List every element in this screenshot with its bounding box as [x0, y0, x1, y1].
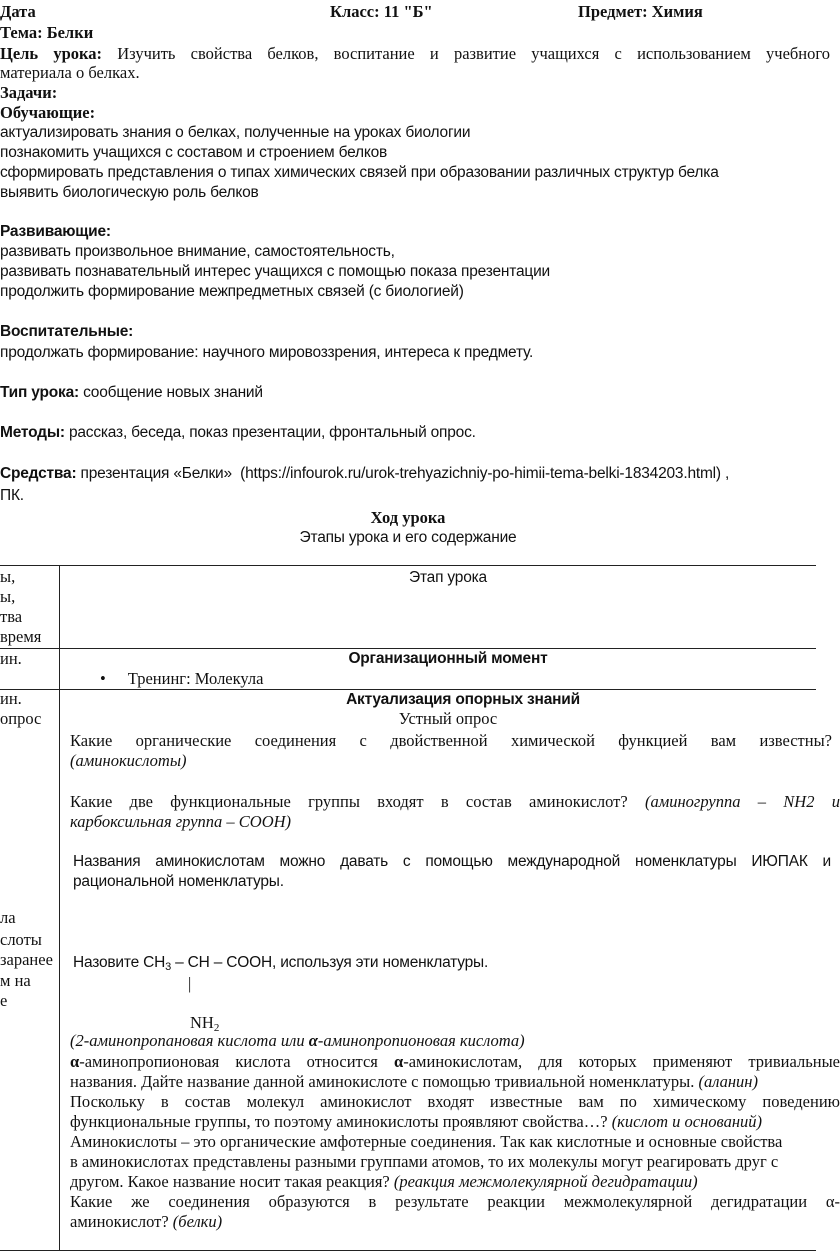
paragraph-5-text: -аминокислотам, для которых применяют тривиальные [403, 1052, 840, 1071]
paragraph-7-cont: в аминокислотах представлены разными группами атомов, то их молекулы могут реагировать друг с [70, 1152, 779, 1171]
header-left-text: ы, [0, 567, 16, 586]
row1-bullet-item [100, 669, 264, 689]
paragraph-8-text: аминокислот? [70, 1212, 169, 1231]
developing-item: продолжить формирование межпредметных связей (с биологией) [0, 283, 464, 300]
question-4-text: – CH – COOH, используя эти номенклатуры. [171, 954, 489, 971]
lesson-type-value: сообщение новых знаний [83, 384, 263, 401]
paragraph-5-text: названия. Дайте название данной аминокислоте с помощью тривиальной номенклатуры. [70, 1072, 695, 1091]
paragraph-3: Названия аминокислотам можно давать с помощью международной номенклатуры ИЮПАК и [73, 853, 831, 870]
teaching-item: познакомить учащихся с составом и строением белков [0, 144, 388, 161]
lesson-type [0, 383, 263, 403]
row2-method: опрос [0, 709, 42, 728]
paragraph-3-cont: рациональной номенклатуры. [73, 873, 284, 890]
means-label: Средства: [0, 465, 77, 482]
course-subtitle: Этапы урока и его содержание [299, 529, 517, 546]
topic-label: Тема: [0, 23, 43, 42]
lesson-type-label: Тип урока: [0, 384, 79, 401]
row2-time: ин. [0, 689, 22, 708]
formula-nh: NH [190, 1013, 214, 1032]
means [0, 464, 729, 484]
goal-label: Цель урока: [0, 44, 103, 63]
answer-2: (аминогруппа – NH2 и [644, 792, 840, 811]
formula-subscript: 2 [213, 1022, 220, 1034]
formula-amino-group [190, 1013, 219, 1033]
row1-time: ин. [0, 649, 22, 668]
row2-left-text: ла [0, 908, 16, 927]
developing-item: развивать произвольное внимание, самостоятельность, [0, 243, 395, 260]
paragraph-5-cont [70, 1072, 758, 1092]
course-title: Ход урока [370, 508, 446, 527]
paragraph-7: Аминокислоты – это органические амфотерные соединения. Так как кислотные и основные свойства [70, 1132, 783, 1151]
formula-part: Назовите CH [73, 954, 166, 971]
paragraph-5-text: -аминопропионовая кислота относится [79, 1052, 395, 1071]
goal-text: Изучить свойства белков, воспитание и развитие учащихся с использованием учебного [117, 44, 830, 63]
teaching-title: Обучающие: [0, 103, 96, 122]
means-cont: ПК. [0, 487, 24, 504]
question-2-text: Какие две функциональные группы входят в состав аминокислот? [70, 792, 628, 811]
educational-item: продолжать формирование: научного мировоззрения, интереса к предмету. [0, 344, 534, 361]
paragraph-8-cont [70, 1212, 222, 1232]
answer-1: (аминокислоты) [70, 751, 187, 770]
row2-left-text: слоты [0, 930, 42, 949]
bullet-text: Тренинг: Молекула [127, 669, 264, 688]
row2-subtitle: Устный опрос [398, 709, 498, 728]
question-4 [73, 953, 488, 973]
answer-4-text: (2-аминопропановая кислота или [70, 1031, 309, 1050]
paragraph-7-text: другом. Какое название носит такая реакция? [70, 1172, 390, 1191]
teaching-item: выявить биологическую роль белков [0, 184, 259, 201]
subject-label: Предмет: Химия [578, 2, 703, 21]
topic-value: Белки [46, 23, 94, 42]
alpha-symbol: α [394, 1052, 404, 1071]
question-1: Какие органические соединения с двойственной химической функцией вам известны? [70, 731, 832, 750]
goal-text-cont: материала о белках. [0, 63, 140, 82]
paragraph-7-cont [70, 1172, 698, 1192]
goal-line [0, 44, 830, 64]
row1-title: Организационный момент [348, 650, 548, 667]
answer-2-cont: карбоксильная группа – COOH) [70, 812, 292, 831]
row2-left-text: заранее [0, 950, 53, 969]
date-label: Дата [0, 2, 36, 21]
question-2 [70, 792, 840, 812]
class-label: Класс: 11 "Б" [330, 2, 433, 21]
paragraph-6-text: функциональные группы, то поэтому аминокислоты проявляют свойства…? [70, 1112, 608, 1131]
tasks-title: Задачи: [0, 83, 58, 102]
paragraph-6: Поскольку в состав молекул аминокислот входят известные вам по химическому поведению [70, 1092, 840, 1111]
row2-left-text: е [0, 991, 8, 1010]
table-border-bottom [0, 1250, 816, 1251]
row2-title: Актуализация опорных знаний [346, 691, 580, 708]
means-value: презентация «Белки» [80, 465, 232, 482]
methods-value: рассказ, беседа, показ презентации, фронтальный опрос. [68, 424, 476, 441]
answer-4-text: -аминопропионовая кислота) [317, 1031, 525, 1050]
alpha-symbol: α [70, 1052, 80, 1071]
header-left-text: ы, [0, 587, 16, 606]
table-border-top [0, 565, 816, 566]
header-left-text: время [0, 627, 42, 646]
formula-subscript: 3 [165, 961, 172, 973]
methods-label: Методы: [0, 424, 65, 441]
methods [0, 423, 476, 443]
row2-left-text: м на [0, 971, 31, 990]
educational-title: Воспитательные: [0, 323, 134, 340]
paragraph-6-cont [70, 1112, 762, 1132]
answer-5: (аланин) [698, 1072, 758, 1091]
teaching-item: сформировать представления о типах химических связей при образовании различных структур белка [0, 164, 719, 181]
answer-4 [70, 1031, 525, 1051]
formula-bond: | [188, 974, 192, 993]
developing-item: развивать познавательный интерес учащихся с помощью показа презентации [0, 263, 550, 280]
answer-6: (кислот и оснований) [611, 1112, 763, 1131]
paragraph-5 [70, 1052, 840, 1072]
header-left-text: тва [0, 607, 23, 626]
answer-7: (реакция межмолекулярной дегидратации) [393, 1172, 698, 1191]
alpha-symbol: α [308, 1031, 318, 1050]
bullet-icon: • [100, 669, 106, 688]
developing-title: Развивающие: [0, 223, 111, 240]
header-stage: Этап урока [409, 569, 487, 586]
topic-line [0, 23, 93, 43]
means-link[interactable]: (https://infourok.ru/urok-trehyazichniy-po-himii-tema-belki-1834203.html) , [240, 465, 730, 482]
answer-8: (белки) [172, 1212, 223, 1231]
teaching-item: актуализировать знания о белках, полученные на уроках биологии [0, 124, 471, 141]
paragraph-8: Какие же соединения образуются в результате реакции межмолекулярной дегидратации α- [70, 1192, 840, 1211]
